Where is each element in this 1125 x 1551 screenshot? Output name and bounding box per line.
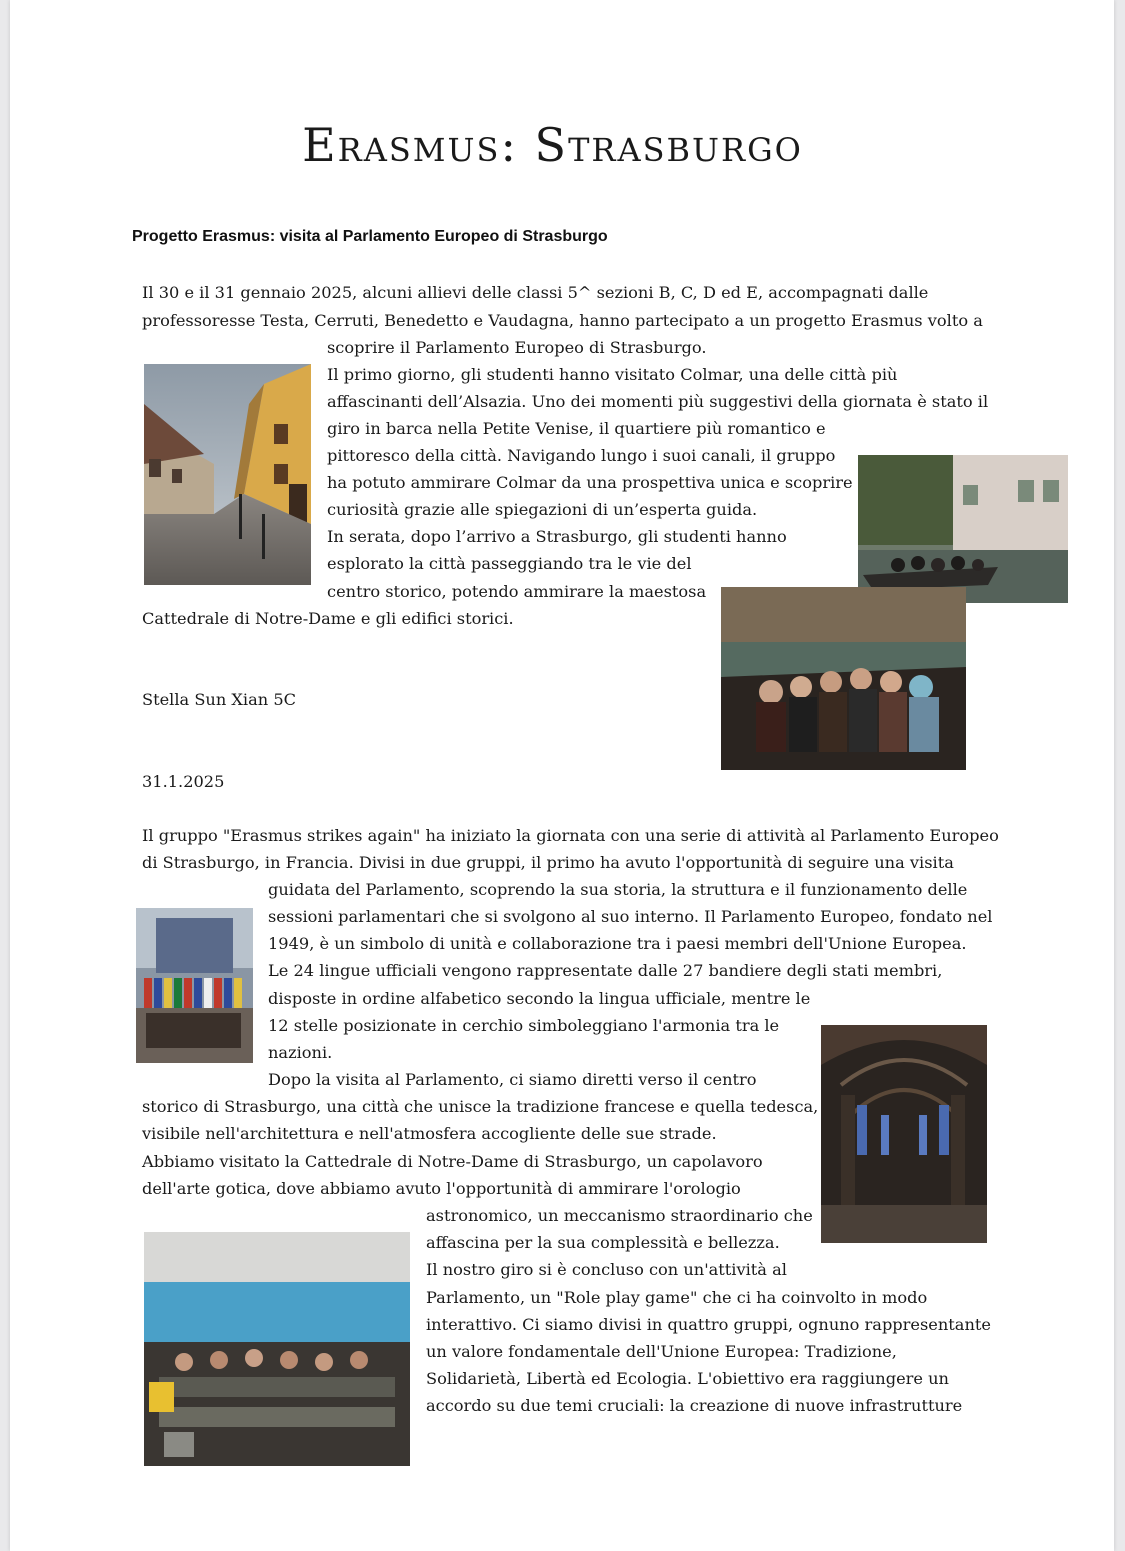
text-line: Il nostro giro si è concluso con un'attività al [426, 1260, 787, 1279]
role-play-room-photo [144, 1232, 410, 1466]
text-line: visibile nell'architettura e nell'atmosfera accogliente delle sue strade. [142, 1124, 717, 1143]
text-line: In serata, dopo l’arrivo a Strasburgo, gli studenti hanno [327, 527, 787, 546]
text-line: Dopo la visita al Parlamento, ci siamo diretti verso il centro [268, 1070, 757, 1089]
colmar-street-photo [144, 364, 311, 585]
canal-boat-photo [858, 455, 1068, 603]
text-line: nazioni. [268, 1043, 333, 1062]
section-date: 31.1.2025 [142, 772, 225, 791]
text-line: sessioni parlamentari che si svolgono al suo interno. Il Parlamento Europeo, fondato nel [268, 907, 993, 926]
text-line: di Strasburgo, in Francia. Divisi in due gruppi, il primo ha avuto l'opportunità di seguire una visita [142, 853, 954, 872]
text-line: Cattedrale di Notre-Dame e gli edifici storici. [142, 609, 514, 628]
text-line: affascina per la sua complessità e bellezza. [426, 1233, 780, 1252]
parliament-flags-photo [136, 908, 253, 1063]
text-line: dell'arte gotica, dove abbiamo avuto l'opportunità di ammirare l'orologio [142, 1179, 741, 1198]
text-line: Il 30 e il 31 gennaio 2025, alcuni allievi delle classi 5^ sezioni B, C, D ed E, accompagnati dalle [142, 283, 929, 302]
text-line: astronomico, un meccanismo straordinario che [426, 1206, 813, 1225]
text-line: 12 stelle posizionate in cerchio simboleggiano l'armonia tra le [268, 1016, 780, 1035]
article-subtitle: Progetto Erasmus: visita al Parlamento Europeo di Strasburgo [132, 228, 608, 245]
text-line: pittoresco della città. Navigando lungo i suoi canali, il gruppo [327, 446, 836, 465]
text-line: Solidarietà, Libertà ed Ecologia. L'obiettivo era raggiungere un [426, 1369, 949, 1388]
text-line: Le 24 lingue ufficiali vengono rappresentate dalle 27 bandiere degli stati membri, [268, 961, 943, 980]
text-line: centro storico, potendo ammirare la maestosa [327, 582, 707, 601]
text-line: Il gruppo "Erasmus strikes again" ha iniziato la giornata con una serie di attività al Parlamento Europeo [142, 826, 999, 845]
text-line: Parlamento, un "Role play game" che ci ha coinvolto in modo [426, 1288, 928, 1307]
page-title: Erasmus: Strasburgo [302, 118, 803, 172]
group-boat-photo [721, 587, 966, 770]
text-line: guidata del Parlamento, scoprendo la sua storia, la struttura e il funzionamento delle [268, 880, 968, 899]
text-line: Il primo giorno, gli studenti hanno visitato Colmar, una delle città più [327, 365, 898, 384]
text-line: professoresse Testa, Cerruti, Benedetto e Vaudagna, hanno partecipato a un progetto Erasmus volto a [142, 311, 983, 330]
text-line: esplorato la città passeggiando tra le vie del [327, 554, 692, 573]
text-line: ha potuto ammirare Colmar da una prospettiva unica e scoprire [327, 473, 853, 492]
author-signature: Stella Sun Xian 5C [142, 690, 297, 709]
text-line: accordo su due temi cruciali: la creazione di nuove infrastrutture [426, 1396, 963, 1415]
text-line: un valore fondamentale dell'Unione Europea: Tradizione, [426, 1342, 897, 1361]
text-line: 1949, è un simbolo di unità e collaborazione tra i paesi membri dell'Unione Europea. [268, 934, 967, 953]
text-line: disposte in ordine alfabetico secondo la lingua ufficiale, mentre le [268, 989, 811, 1008]
text-line: Abbiamo visitato la Cattedrale di Notre-Dame di Strasburgo, un capolavoro [142, 1152, 763, 1171]
text-line: affascinanti dell’Alsazia. Uno dei momenti più suggestivi della giornata è stato il [327, 392, 989, 411]
cathedral-interior-photo [821, 1025, 987, 1243]
text-line: giro in barca nella Petite Venise, il quartiere più romantico e [327, 419, 826, 438]
text-line: storico di Strasburgo, una città che unisce la tradizione francese e quella tedesca, [142, 1097, 819, 1116]
text-line: curiosità grazie alle spiegazioni di un’esperta guida. [327, 500, 758, 519]
text-line: scoprire il Parlamento Europeo di Strasburgo. [327, 338, 707, 357]
text-line: interattivo. Ci siamo divisi in quattro gruppi, ognuno rappresentante [426, 1315, 991, 1334]
